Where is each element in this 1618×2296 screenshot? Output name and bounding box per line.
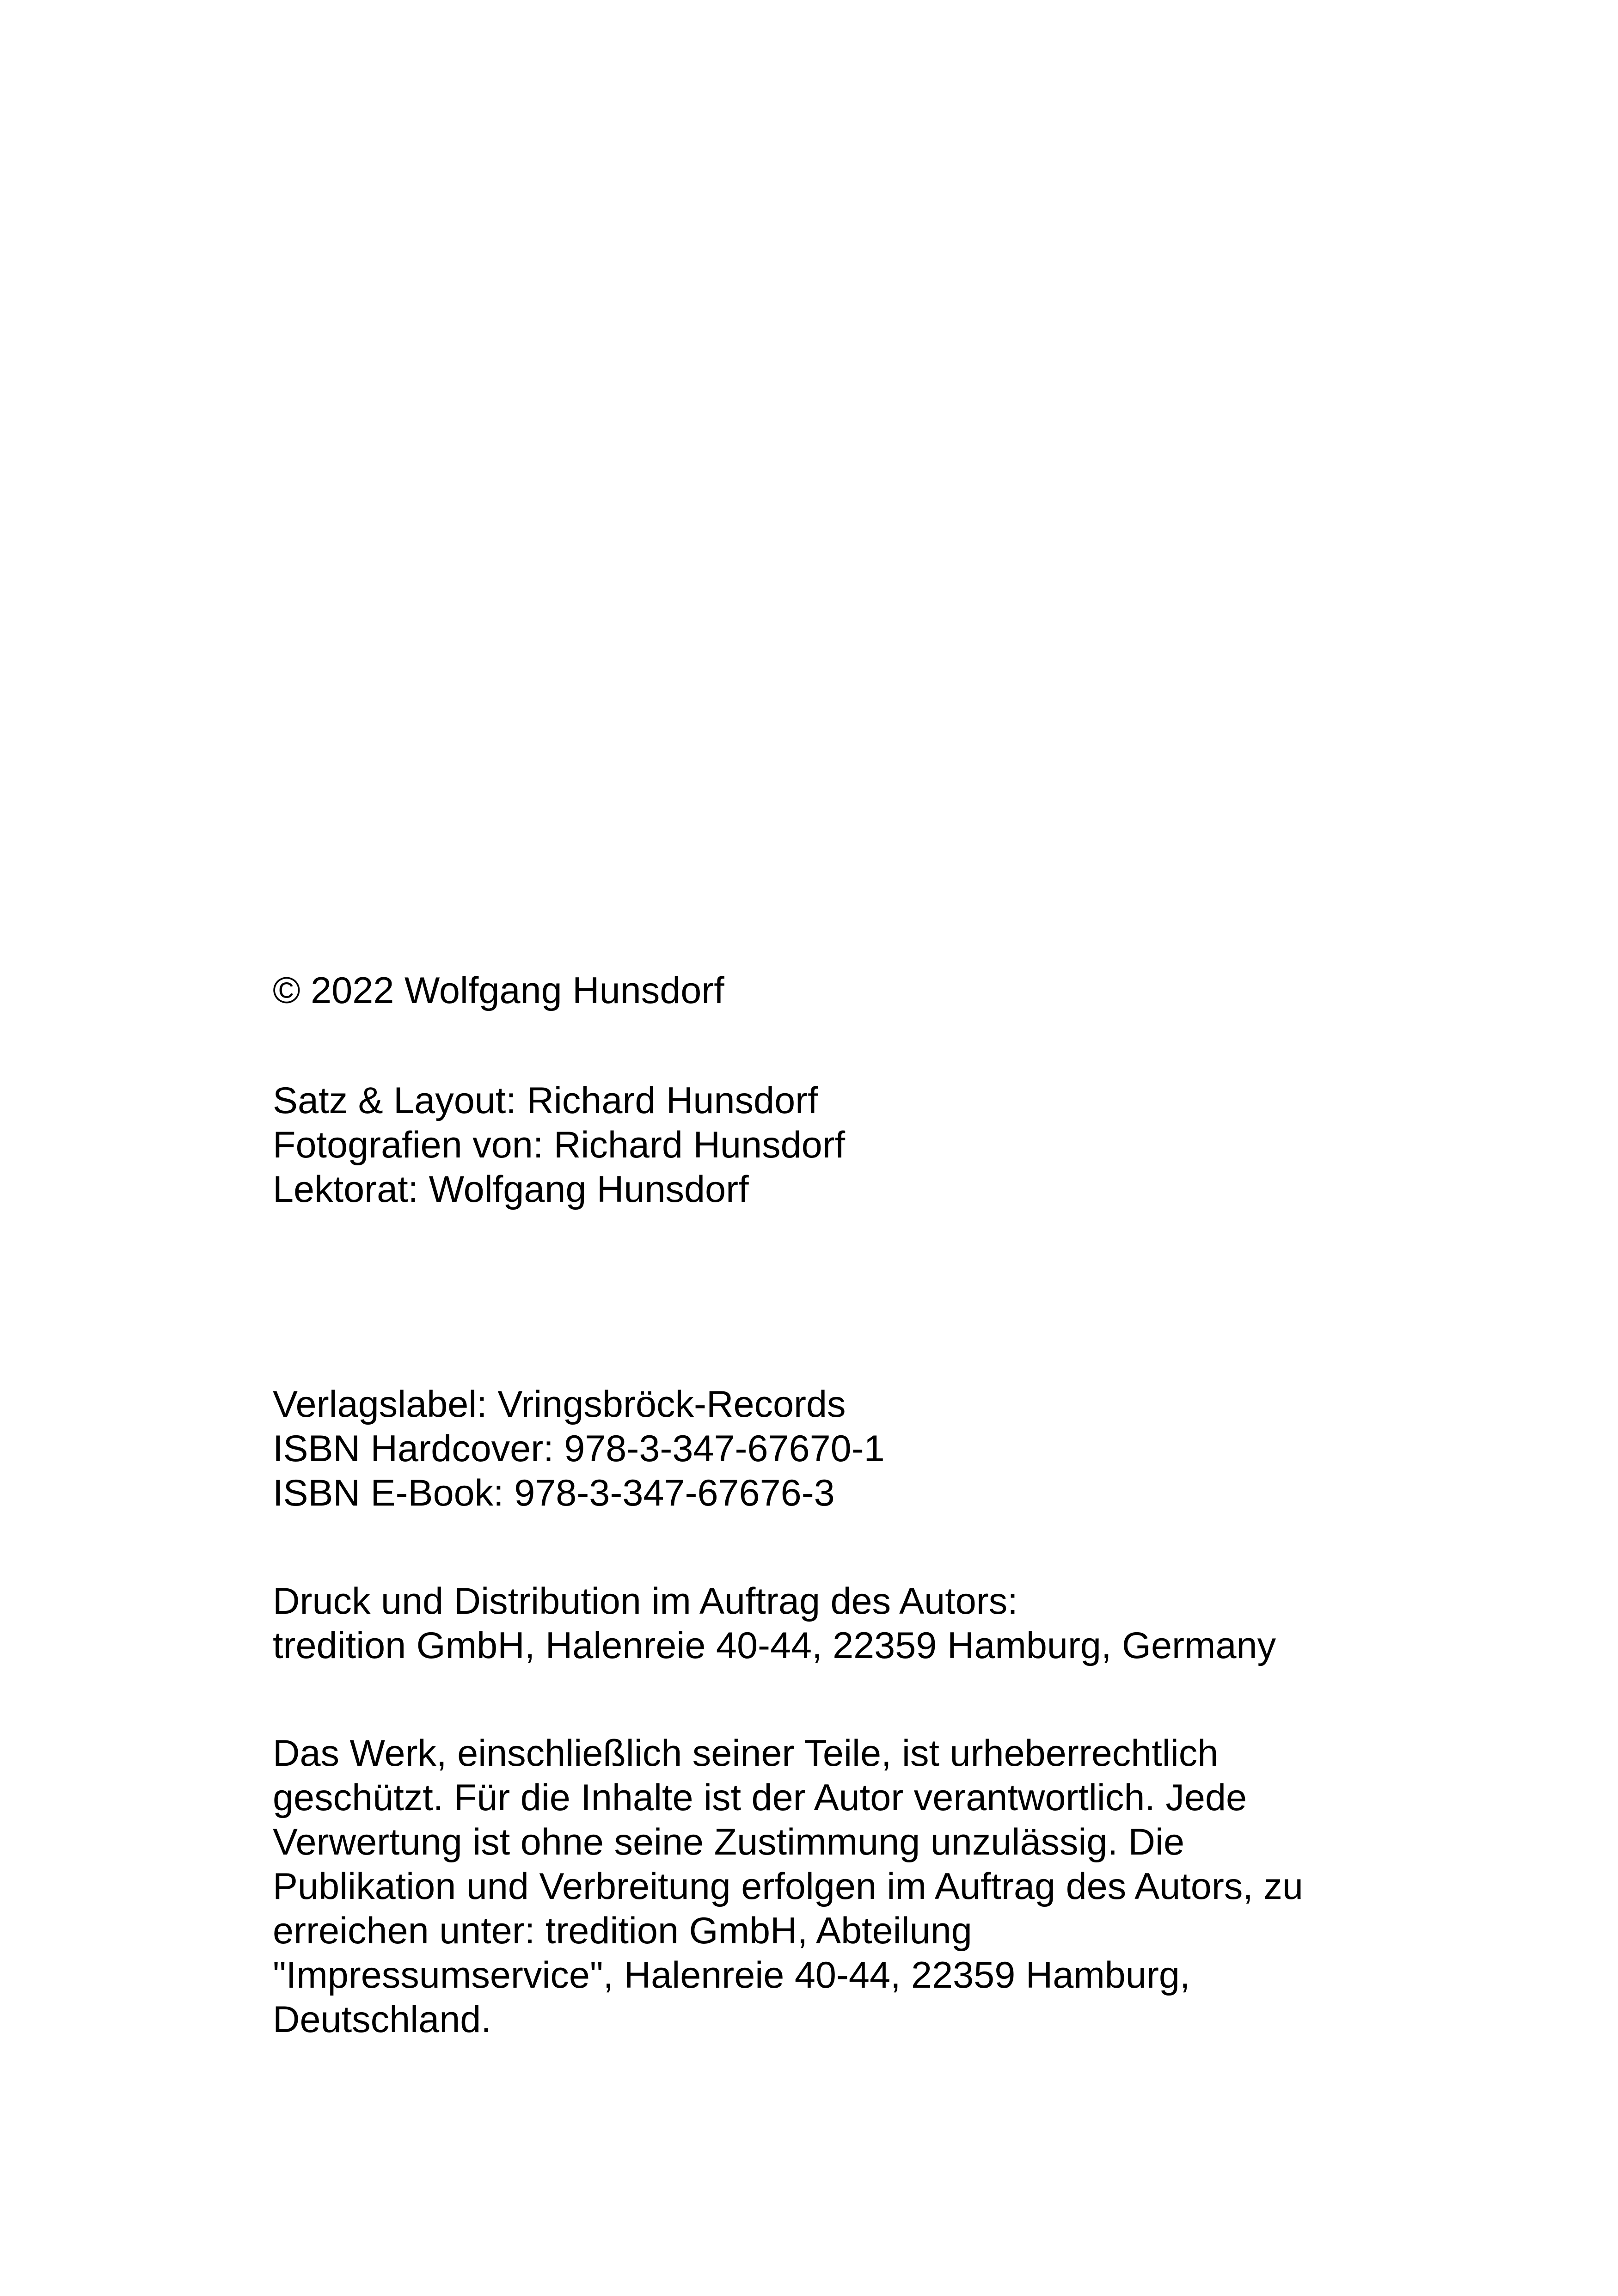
isbn-hardcover: ISBN Hardcover: 978-3-347-67670-1	[273, 1428, 885, 1469]
legal-line: Deutschland.	[273, 1999, 491, 2040]
legal-notice-section	[273, 1731, 1428, 2042]
legal-line: erreichen unter: tredition GmbH, Abteilung	[273, 1910, 972, 1952]
print-line-2: tredition GmbH, Halenreie 40-44, 22359 Hamburg, Germany	[273, 1625, 1276, 1666]
print-line-1: Druck und Distribution im Auftrag des Autors:	[273, 1580, 1018, 1622]
print-distribution-section	[273, 1579, 1428, 1668]
legal-line: Das Werk, einschließlich seiner Teile, ist urheberrechtlich	[273, 1733, 1219, 1774]
publisher-label: Verlagslabel: Vringsbröck-Records	[273, 1384, 846, 1425]
credits-section	[273, 1078, 1428, 1212]
legal-line: geschützt. Für die Inhalte ist der Autor verantwortlich. Jede	[273, 1777, 1247, 1818]
publisher-section	[273, 1382, 1428, 1515]
isbn-ebook: ISBN E-Book: 978-3-347-67676-3	[273, 1472, 835, 1514]
copyright-section	[273, 968, 1428, 1013]
editing-credit: Lektorat: Wolfgang Hunsdorf	[273, 1169, 749, 1210]
legal-line: Verwertung ist ohne seine Zustimmung unzulässig. Die	[273, 1821, 1185, 1863]
photo-credit: Fotografien von: Richard Hunsdorf	[273, 1124, 846, 1166]
layout-credit: Satz & Layout: Richard Hunsdorf	[273, 1080, 818, 1121]
legal-line: "Impressumservice", Halenreie 40-44, 22359 Hamburg,	[273, 1954, 1190, 1996]
copyright-notice: © 2022 Wolfgang Hunsdorf	[273, 970, 724, 1011]
legal-line: Publikation und Verbreitung erfolgen im Auftrag des Autors, zu	[273, 1866, 1303, 1907]
